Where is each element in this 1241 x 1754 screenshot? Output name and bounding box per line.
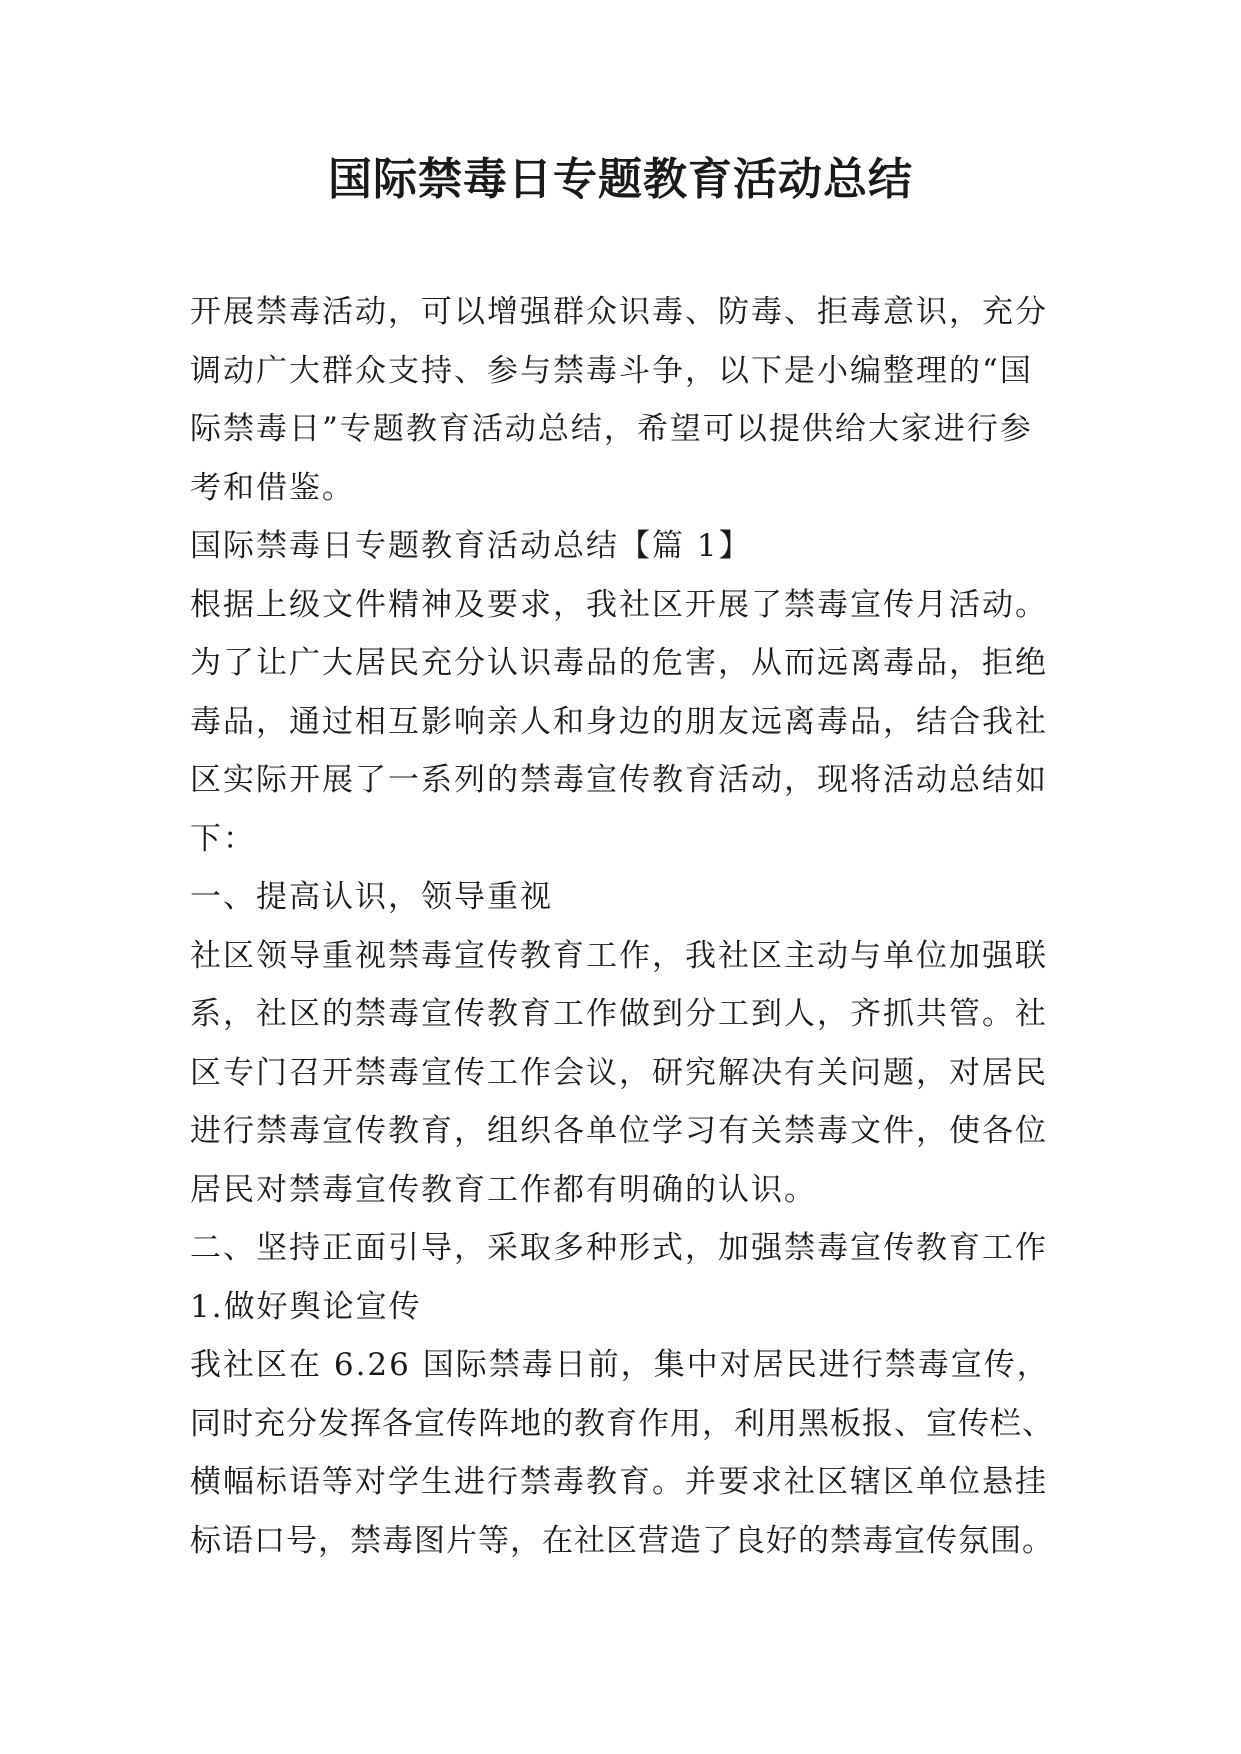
document-title: 国际禁毒日专题教育活动总结 <box>328 154 913 205</box>
paragraph-line: 根据上级文件精神及要求，我社区开展了禁毒宣传月活动。 <box>190 586 1048 623</box>
paragraph-line: 为了让广大居民充分认识毒品的危害，从而远离毒品，拒绝 <box>190 645 1048 681</box>
subsection-heading: 1.做好舆论宣传 <box>190 1288 422 1325</box>
paragraph-line: 同时充分发挥各宣传阵地的教育作用，利用黑板报、宣传栏、 <box>190 1405 1054 1442</box>
paragraph-line: 进行禁毒宣传教育，组织各单位学习有关禁毒文件，使各位 <box>190 1113 1048 1149</box>
paragraph-line: 调动广大群众支持、参与禁毒斗争，以下是小编整理的“国 <box>190 352 1033 389</box>
document-body <box>190 283 1060 1570</box>
paragraph-line: 区实际开展了一系列的禁毒宣传教育活动，现将活动总结如 <box>190 762 1048 798</box>
paragraph-line: 我社区在 6.26 国际禁毒日前，集中对居民进行禁毒宣传， <box>190 1347 1050 1383</box>
paragraph-line: 系，社区的禁毒宣传教育工作做到分工到人，齐抓共管。社 <box>190 996 1048 1032</box>
paragraph-line: 考和借鉴。 <box>190 469 355 506</box>
paragraph-line: 下： <box>190 820 256 857</box>
paragraph-line: 横幅标语等对学生进行禁毒教育。并要求社区辖区单位悬挂 <box>190 1464 1048 1500</box>
paragraph-line: 社区领导重视禁毒宣传教育工作，我社区主动与单位加强联 <box>190 937 1048 974</box>
paragraph-line: 标语口号，禁毒图片等，在社区营造了良好的禁毒宣传氛围。 <box>190 1522 1054 1559</box>
section-heading: 国际禁毒日专题教育活动总结【篇 1】 <box>190 528 752 564</box>
paragraph-line: 区专门召开禁毒宣传工作会议，研究解决有关问题，对居民 <box>190 1054 1048 1091</box>
section-heading: 一、提高认识，领导重视 <box>190 879 553 915</box>
paragraph-line: 开展禁毒活动，可以增强群众识毒、防毒、拒毒意识，充分 <box>190 294 1048 330</box>
paragraph-line: 居民对禁毒宣传教育工作都有明确的认识。 <box>190 1171 817 1208</box>
section-heading: 二、坚持正面引导，采取多种形式，加强禁毒宣传教育工作 <box>190 1230 1048 1266</box>
paragraph-line: 毒品，通过相互影响亲人和身边的朋友远离毒品，结合我社 <box>190 703 1048 740</box>
paragraph-line: 际禁毒日”专题教育活动总结，希望可以提供给大家进行参 <box>190 411 1033 447</box>
